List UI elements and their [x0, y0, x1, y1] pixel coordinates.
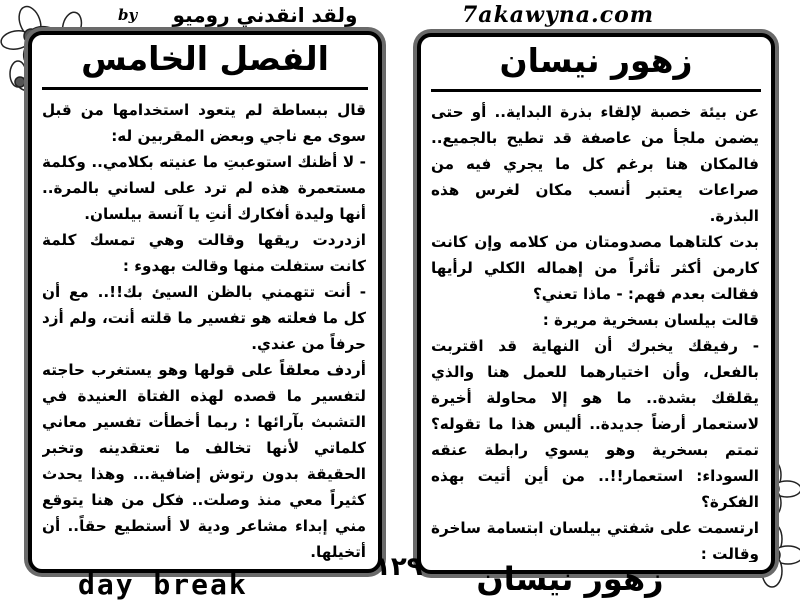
- paragraph: قال ببساطة لم يتعود استخدامها من قبل سوى مع ناجي وبعض المقربين له:: [42, 101, 366, 145]
- paragraph: ازدردت ريقها وقالت وهي تمسك كلمة كانت ستفلت منها وقالت بهدوء :: [42, 231, 366, 275]
- paragraph: بدت كلتاهما مصدومتان من كلامه وإن كانت كارمن أكثر تأثراً من إهماله الكلي لرأيها فقالت بعدم فهم: - ماذا تعني؟: [431, 233, 759, 303]
- left-page-text: [42, 97, 366, 561]
- left-page-panel: [28, 31, 382, 573]
- footer-right-text: زهور نيسان: [476, 560, 664, 598]
- credit-text: ولقد انقدني روميو: [172, 3, 358, 27]
- paragraph: عن بيئة خصبة لإلقاء بذرة البداية.. أو حتى يضمن ملجأ من عاصفة قد تطيح بالجميع.. فالمكان هنا برغم كل ما يجري فيه من صراعات يعتبر أنسب مكان لغرس هذه البذرة.: [431, 103, 759, 225]
- paragraph: قالت بيلسان بسخرية مريرة :: [542, 311, 759, 329]
- by-label: by: [118, 6, 138, 24]
- title-divider: [431, 89, 761, 92]
- chapter-title: الفصل الخامس: [81, 39, 329, 78]
- paragraph: أردف معلقاً على قولها وهو يستغرب حاجته لتفسير ما قصده لهذه الفتاة العنيدة في التشبث بآرائها : ربما أخطأت تفسير معاني كلماتي لأنها تخالف ما تعتقدينه وتخبر الحقيقة بدون رتوش إضافية... وهذا يحدث كثيراً معي منذ وصلت.. فكل من هنا يتوقع مني إبداء مشاعر ودية لا أستطيع حقاً.. أن أتخيلها.: [42, 361, 366, 561]
- page-number: ١٢٩: [375, 552, 423, 582]
- paragraph: - رفيقك يخبرك أن النهاية قد اقتربت بالفعل، وأن اختيارهما للعمل هنا والذي يقلقك بشدة.. ما هو إلا محاولة أخيرة لاستعمار أرضاً جديدة.. أليس هذا ما تقوله؟ تمتم بسخرية وهو يسوي رابطة عنقه السوداء: استعمار!!.. من أين أتيت بهذه الفكرة؟: [431, 337, 759, 511]
- right-page-panel: [417, 33, 775, 574]
- paragraph: ارتسمت على شفتي بيلسان ابتسامة ساخرة وقالت :: [431, 519, 759, 562]
- footer-left-text: day break: [78, 568, 248, 601]
- title-divider: [42, 87, 368, 90]
- paragraph: - أنت تتهمني بالظن السيئ بك!!.. مع أن كل ما فعلته هو تفسير ما قلته أنت، ولم أزد حرفاً من عندي.: [42, 283, 366, 353]
- book-title: زهور نيسان: [499, 41, 693, 80]
- right-page-text: [431, 99, 759, 562]
- paragraph: - لا أظنك استوعبتِ ما عنيته بكلامي.. وكلمة مستعمرة هذه لم ترد على لساني بالمرة.. أنها وليدة أفكارك أنتِ يا آنسة بيلسان.: [42, 153, 366, 223]
- site-name: 7akawyna.com: [462, 2, 655, 28]
